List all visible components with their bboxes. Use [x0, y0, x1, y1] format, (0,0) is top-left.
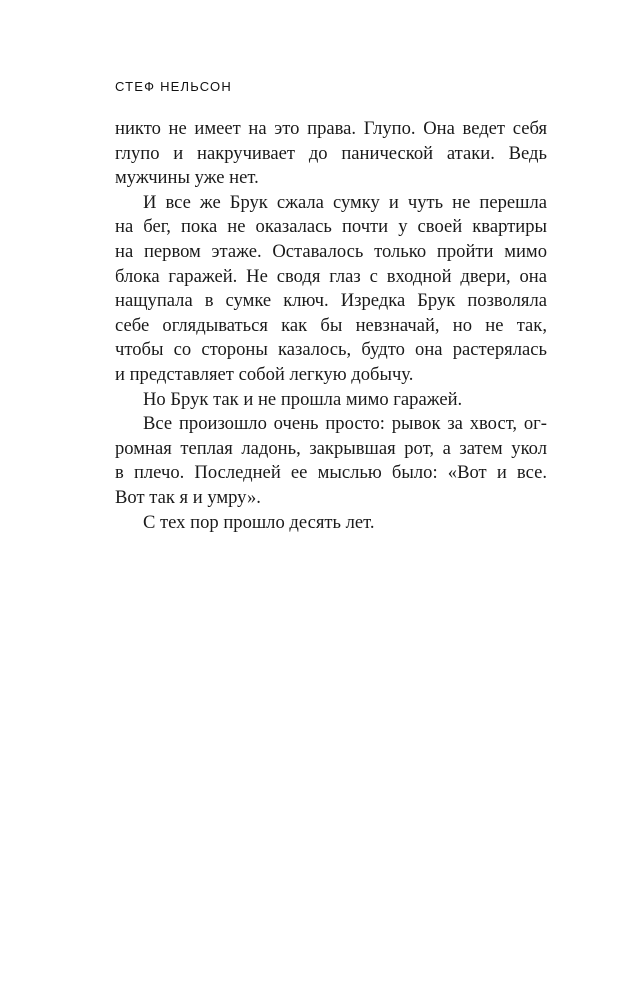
text-line: блока гаражей. Не сводя глаз с входной двери, она	[115, 265, 547, 287]
text-line: Вот так я и умру».	[115, 486, 261, 508]
text-line: чтобы со стороны казалось, будто она растерялась	[115, 339, 547, 361]
text-line: нащупала в сумке ключ. Изредка Брук позволяла	[115, 290, 547, 312]
text-line: ромная теплая ладонь, закрывшая рот, а затем укол	[115, 437, 547, 459]
body-text	[115, 117, 547, 535]
text-line: на бег, пока не оказалась почти у своей квартиры	[115, 216, 547, 238]
text-line: Все произошло очень просто: рывок за хвост, ог-	[143, 413, 547, 435]
text-line: на первом этаже. Оставалось только пройти мимо	[115, 240, 547, 262]
text-line: И все же Брук сжала сумку и чуть не перешла	[143, 191, 547, 213]
text-line: в плечо. Последней ее мыслью было: «Вот и все.	[115, 462, 547, 484]
text-line: глупо и накручивает до панической атаки. Ведь	[115, 142, 547, 164]
text-line: никто не имеет на это права. Глупо. Она ведет себя	[115, 118, 547, 139]
text-line: мужчины уже нет.	[115, 167, 259, 189]
text-line: себе оглядываться как бы невзначай, но не так,	[115, 314, 547, 336]
text-line: Но Брук так и не прошла мимо гаражей.	[143, 388, 463, 410]
running-head-author: СТЕФ НЕЛЬСОН	[115, 79, 232, 94]
text-line: С тех пор прошло десять лет.	[143, 511, 375, 533]
text-line: и представляет собой легкую добычу.	[115, 363, 414, 385]
